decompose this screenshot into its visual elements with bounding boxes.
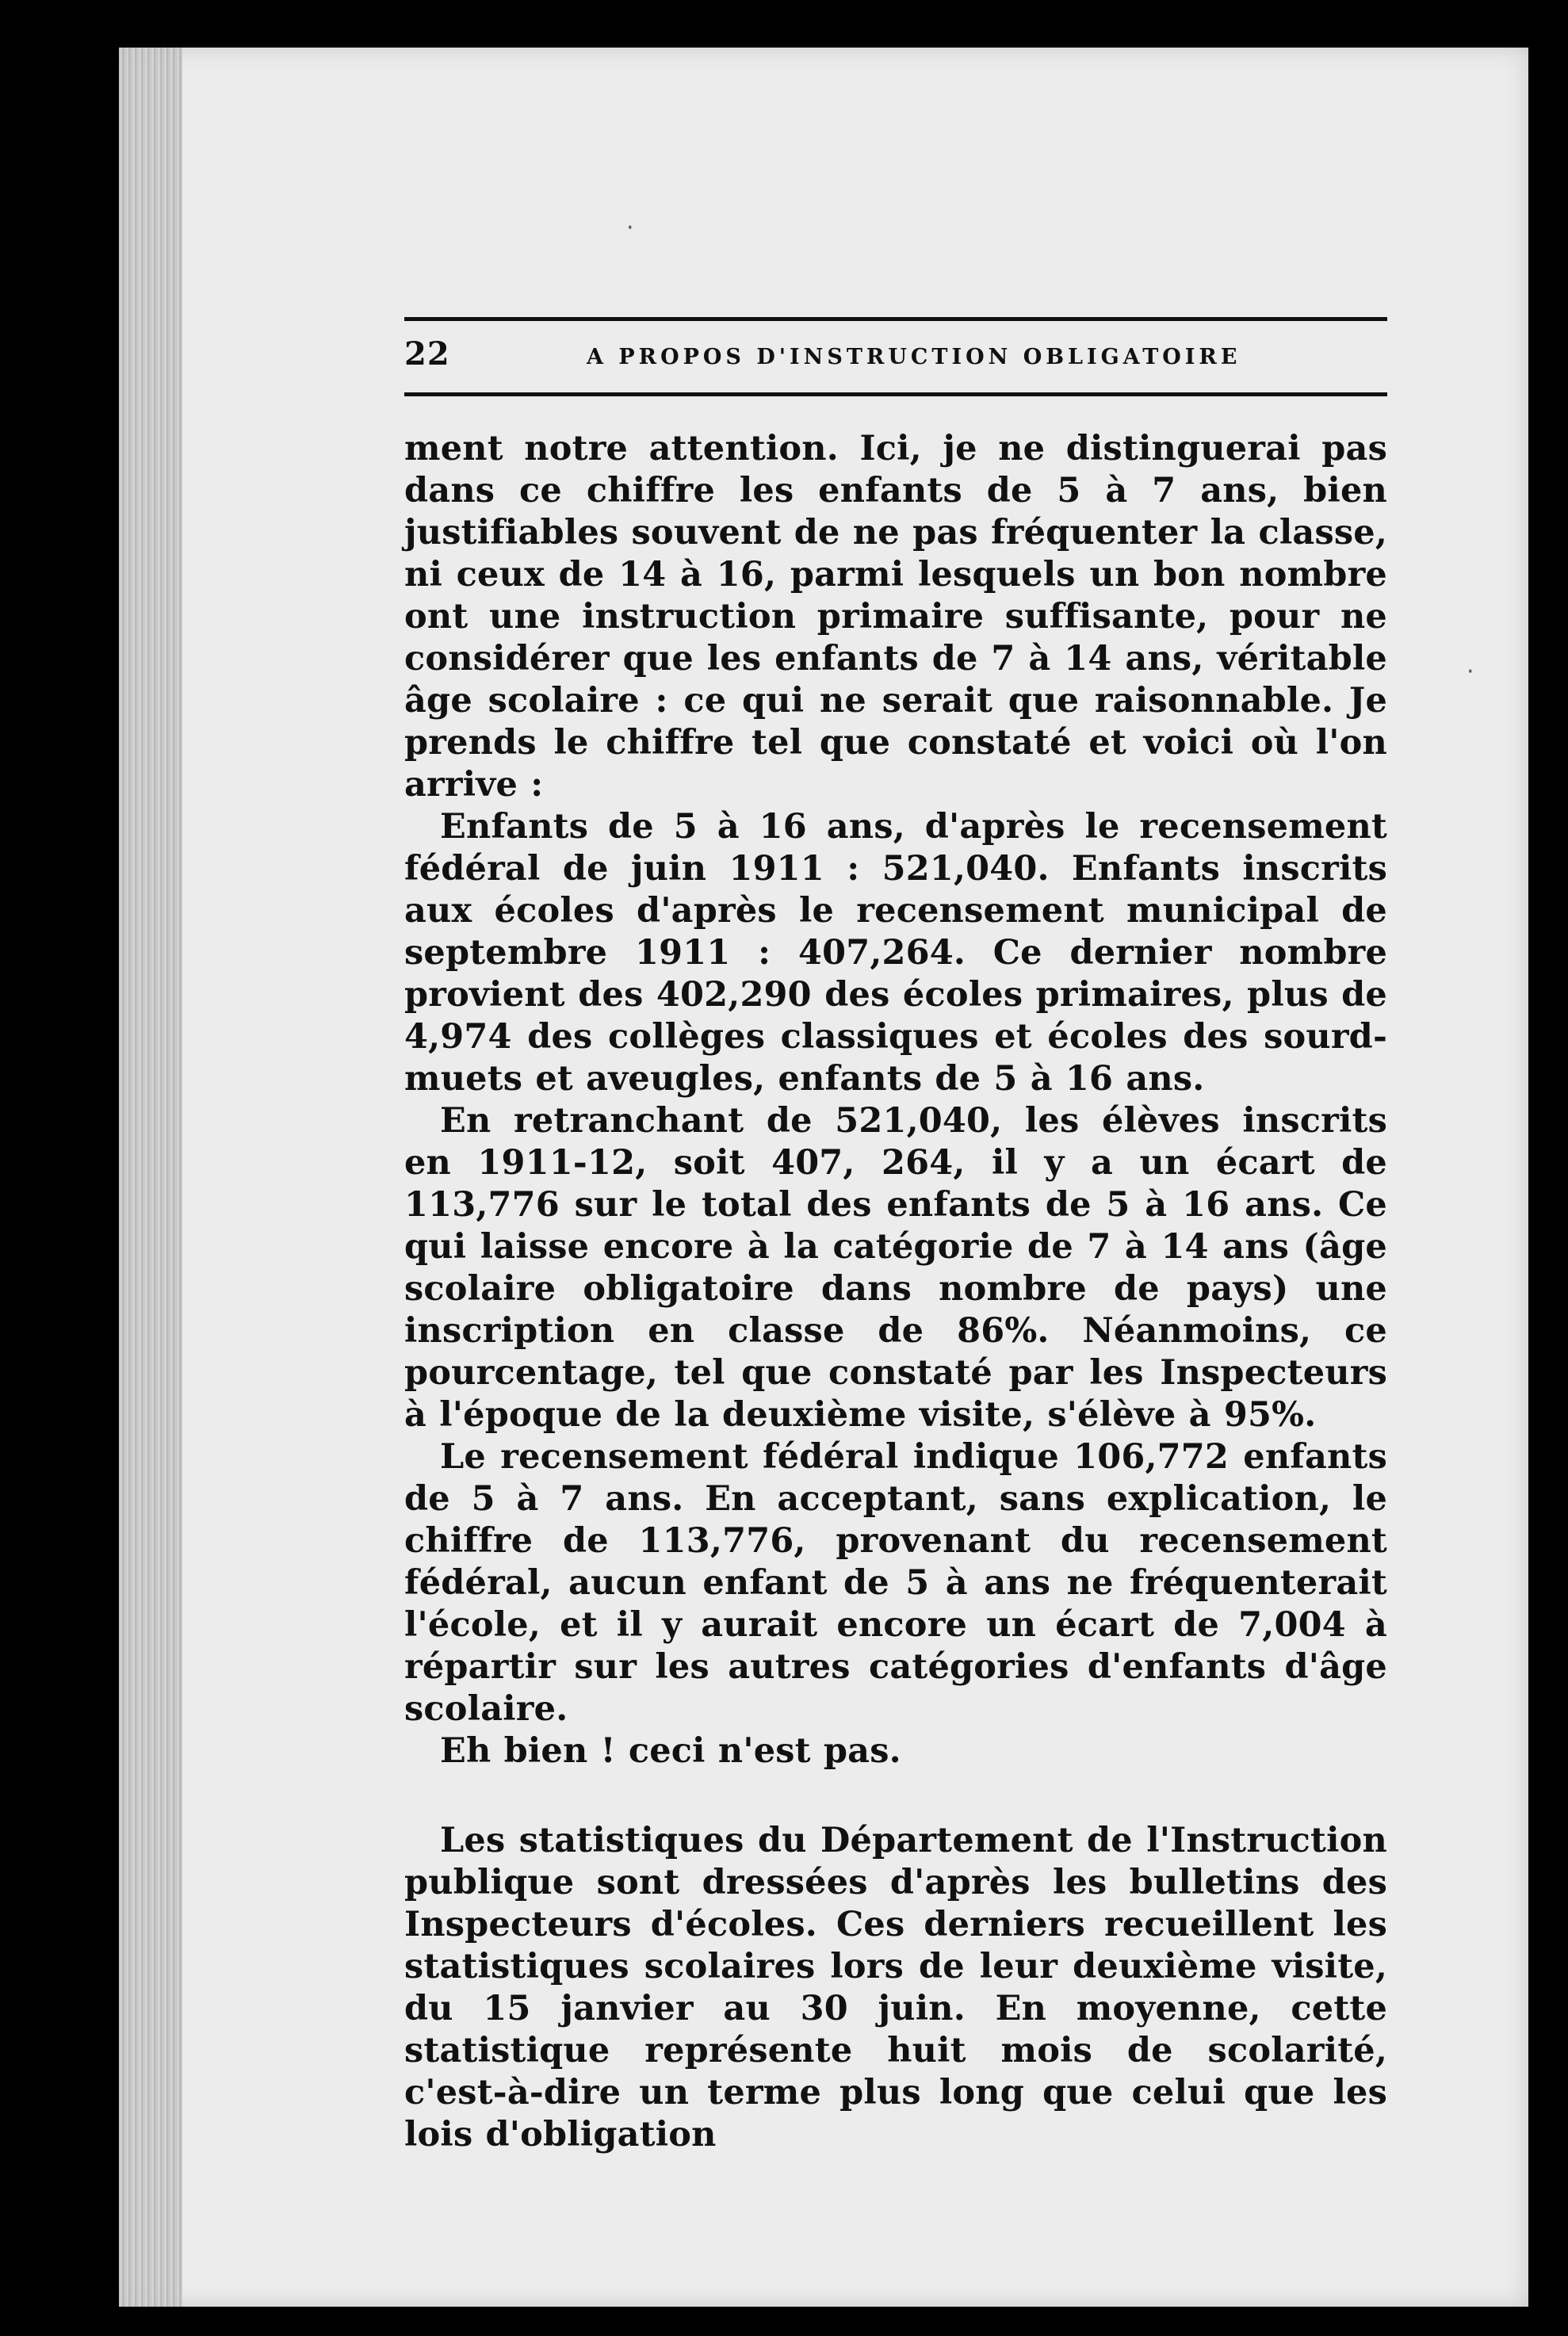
section-break [404,1772,1387,1820]
page-binding-edge [119,48,182,2307]
body-text [404,428,1387,2156]
paragraph-census-figures: Enfants de 5 à 16 ans, d'après le recensement fédéral de juin 1911 : 521,040. Enfants inscrits aux écoles d'après le recensement municipal de septembre 1911 : 407,264. Ce dernier nombre provient des 402,290 des écoles primaires, plus de 4,974 des collèges classiques et écoles des sourd-muets et aveugles, enfants de 5 à 16 ans. [404,807,1387,1099]
page-number: 22 [404,335,450,373]
bottom-rule [404,392,1387,396]
running-head [404,321,1387,392]
paragraph-federal-census: Le recensement fédéral indique 106,772 enfants de 5 à 7 ans. En acceptant, sans explication, le chiffre de 113,776, provenant du recensement fédéral, aucun enfant de 5 à ans ne fréquenterait l'école, et il y aurait encore un écart de 7,004 à répartir sur les autres catégories d'enfants d'âge scolaire. [404,1437,1387,1729]
scan-speck: · [1467,658,1474,686]
scan-speck: · [626,214,634,242]
paragraph-statistics: Les statistiques du Département de l'Instruction publique sont dressées d'après les bulletins des Inspecteurs d'écoles. Ces derniers recueillent les statistiques scolaires lors de leur deuxième visite, du 15 janvier au 30 juin. En moyenne, cette statistique représente huit mois de scolarité, c'est-à-dire un terme plus long que celui que les lois d'obligation [404,1821,1387,2154]
paragraph-enrolment-gap: En retranchant de 521,040, les élèves inscrits en 1911-12, soit 407, 264, il y a un écart de 113,776 sur le total des enfants de 5 à 16 ans. Ce qui laisse encore à la catégorie de 7 à 14 ans (âge scolaire obligatoire dans nombre de pays) une inscription en classe de 86%. Néanmoins, ce pourcentage, tel que constaté par les Inspecteurs à l'époque de la deuxième visite, s'élève à 95%. [404,1101,1387,1435]
paragraph-conclusion: Eh bien ! ceci n'est pas. [440,1731,901,1771]
running-head-title: A PROPOS D'INSTRUCTION OBLIGATOIRE [587,345,1241,369]
paragraph-continuation: ment notre attention. Ici, je ne distinguerai pas dans ce chiffre les enfants de 5 à 7 ans, bien justifiables souvent de ne pas fréquenter la classe, ni ceux de 14 à 16, parmi lesquels un bon nombre ont une instruction primaire suffisante, pour ne considérer que les enfants de 7 à 14 ans, véritable âge scolaire : ce qui ne serait que raisonnable. Je prends le chiffre tel que constaté et voici où l'on arrive : [404,429,1387,805]
page-content [404,317,1387,2156]
